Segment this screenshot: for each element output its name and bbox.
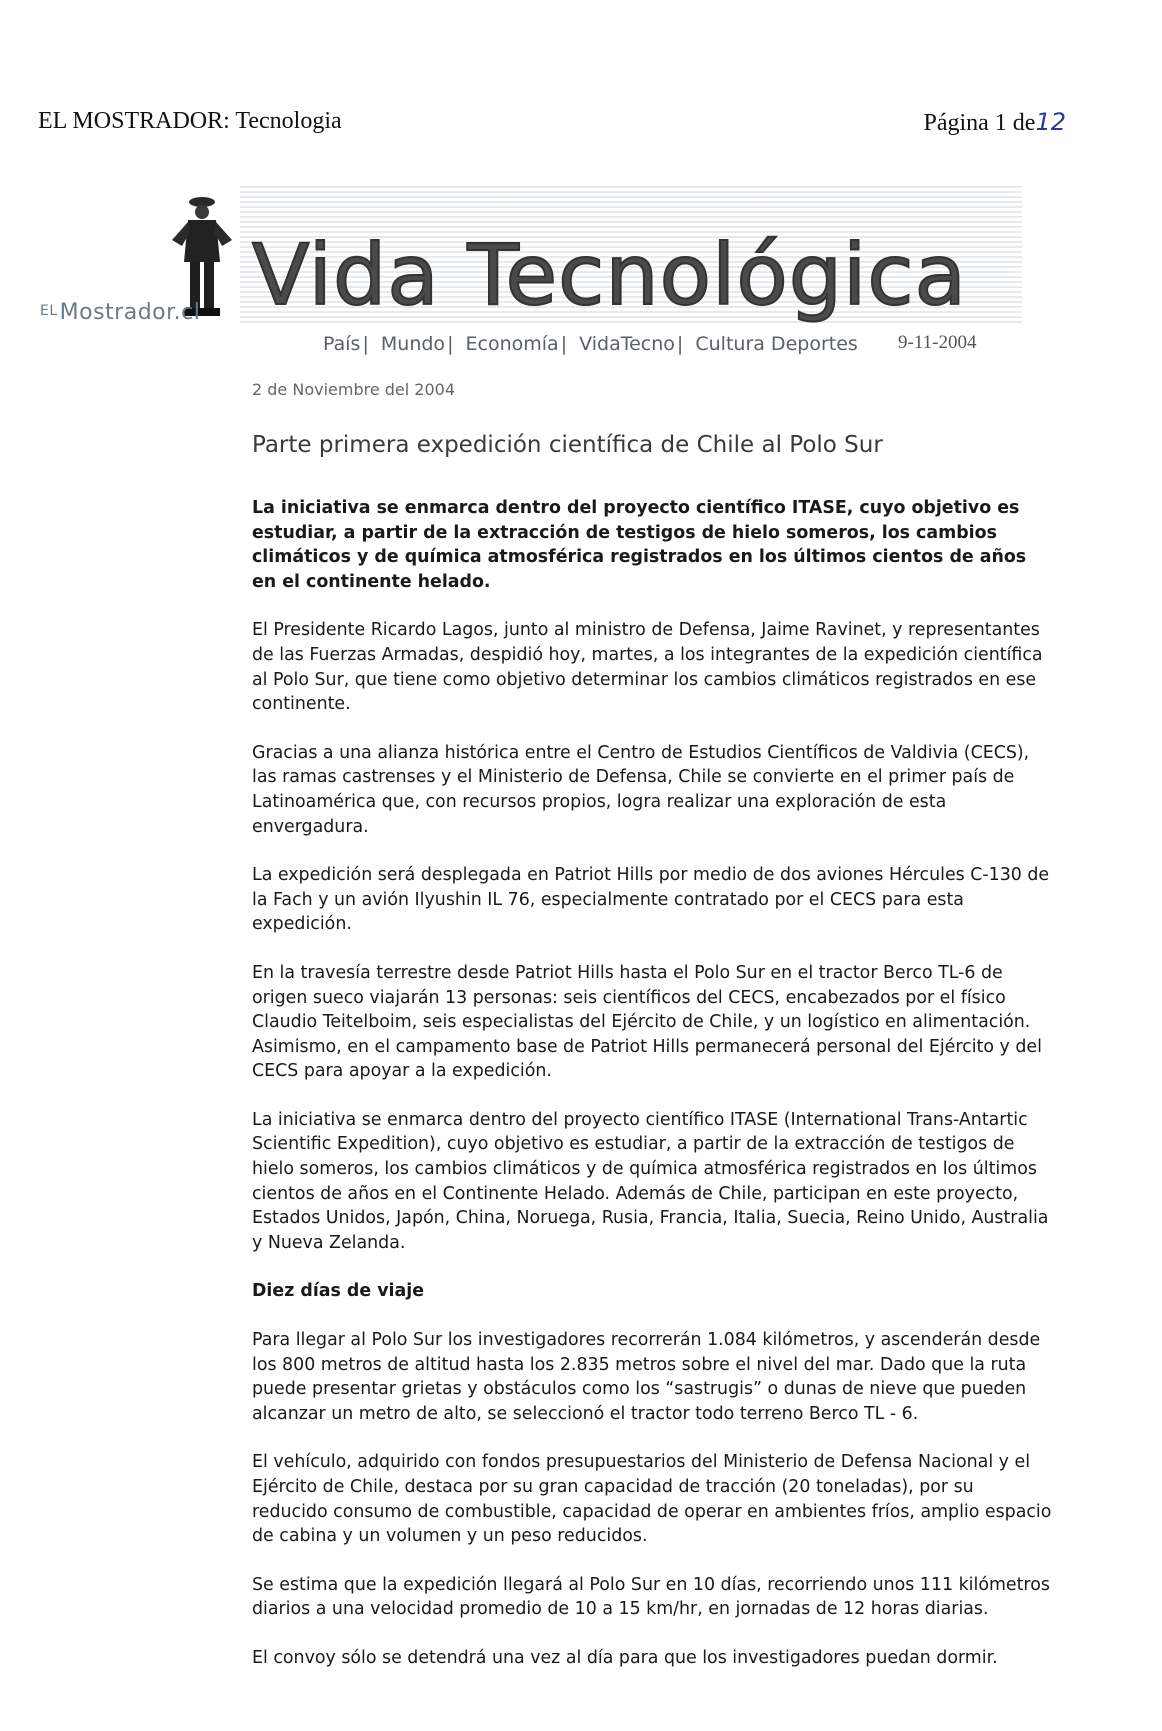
article-paragraph: El Presidente Ricardo Lagos, junto al ministro de Defensa, Jaime Ravinet, y representantes de las Fuerzas Armadas, despidió hoy, martes, a los integrantes de la expedición científica al Polo Sur, que tiene como objetivo determinar los cambios climáticos registrados en ese continente. xyxy=(252,620,1043,715)
section-nav xyxy=(323,333,858,355)
article-paragraph: La iniciativa se enmarca dentro del proyecto científico ITASE (International Trans-Antartic Scientific Expedition), cuyo objetivo es estudiar, a partir de la extracción de testigos de hielo someros, los cambios climáticos y de química atmosférica registrados en los últimos cientos de años en el Continente Helado. Además de Chile, participan en este proyecto, Estados Unidos, Japón, China, Noruega, Rusia, Francia, Italia, Suecia, Reino Unido, Australia y Nueva Zelanda. xyxy=(252,1109,1049,1253)
nav-separator: | xyxy=(447,333,454,355)
print-date: 9-11-2004 xyxy=(898,332,977,353)
article-title: Parte primera expedición científica de Chile al Polo Sur xyxy=(252,432,883,458)
article-paragraph: Gracias a una alianza histórica entre el Centro de Estudios Científicos de Valdivia (CECS), las ramas castrenses y el Ministerio de Defensa, Chile se convierte en el primer país de Latinoamérica que, con recursos propios, logra realizar una exploración de esta envergadura. xyxy=(252,742,1030,837)
print-header xyxy=(38,108,1066,144)
print-header-page xyxy=(923,108,1066,137)
nav-item-mundo[interactable]: Mundo xyxy=(380,333,446,355)
article-paragraph: El convoy sólo se detendrá una vez al día para que los investigadores puedan dormir. xyxy=(252,1647,998,1668)
nav-separator: | xyxy=(676,333,684,355)
nav-item-economia[interactable]: Economía xyxy=(465,333,559,355)
nav-item-cultura-deportes[interactable]: Cultura Deportes xyxy=(695,333,858,355)
logo-wordmark[interactable] xyxy=(40,300,200,325)
article-lead: La iniciativa se enmarca dentro del proyecto científico ITASE, cuyo objetivo es estudiar, a partir de la extracción de testigos de hielo someros, los cambios climáticos y de química atmosférica registrados en los últimos cientos de años en el continente helado. xyxy=(252,498,1027,592)
article-date: 2 de Noviembre del 2004 xyxy=(252,380,456,399)
page-label: Página 1 de xyxy=(923,110,1036,136)
article-subheading: Diez días de viaje xyxy=(252,1281,425,1302)
masthead-title: Vida Tecnológica xyxy=(252,226,968,324)
nav-item-pais[interactable]: País xyxy=(323,333,361,355)
logo-name: Mostrador.cl xyxy=(59,300,201,325)
logo-prefix: EL xyxy=(40,303,58,319)
article-paragraph: Para llegar al Polo Sur los investigadores recorrerán 1.084 kilómetros, y ascenderán desde los 800 metros de altitud hasta los 2.835 metros sobre el nivel del mar. Dado que la ruta puede presentar grietas y obstáculos como los “sastrugis” o dunas de nieve que pueden alcanzar un metro de alto, se seleccionó el tractor todo terreno Berco TL - 6. xyxy=(252,1330,1041,1424)
article-paragraph: El vehículo, adquirido con fondos presupuestarios del Ministerio de Defensa Nacional y el Ejército de Chile, destaca por su gran capacidad de tracción (20 toneladas), por su reducido consumo de combustible, capacidad de operar en ambientes fríos, amplio espacio de cabina y un volumen y un peso reducidos. xyxy=(252,1452,1052,1547)
article-body xyxy=(252,496,1052,1695)
article-paragraph: La expedición será desplegada en Patriot Hills por medio de dos aviones Hércules C-130 de la Fach y un avión Ilyushin IL 76, especialmente contratado por el CECS para esta expedición. xyxy=(252,865,1050,935)
nav-item-vidatecno[interactable]: VidaTecno xyxy=(579,333,675,355)
page-total-handwritten: 12 xyxy=(1035,108,1066,136)
nav-separator: | xyxy=(560,333,568,355)
article-paragraph: En la travesía terrestre desde Patriot Hills hasta el Polo Sur en el tractor Berco TL-6 de origen sueco viajarán 13 personas: seis científicos del CECS, encabezados por el físico Claudio Teitelboim, seis especialistas del Ejército de Chile, y un logístico en alimentación. Asimismo, en el campamento base de Patriot Hills permanecerá personal del Ejército y del CECS para apoyar a la expedición. xyxy=(252,962,1042,1082)
article-paragraph: Se estima que la expedición llegará al Polo Sur en 10 días, recorriendo unos 111 kilómetros diarios a una velocidad promedio de 10 a 15 km/hr, en jornadas de 12 horas diarias. xyxy=(252,1574,1050,1620)
nav-separator: | xyxy=(362,333,369,355)
print-header-source: EL MOSTRADOR: Tecnologia xyxy=(38,108,342,134)
